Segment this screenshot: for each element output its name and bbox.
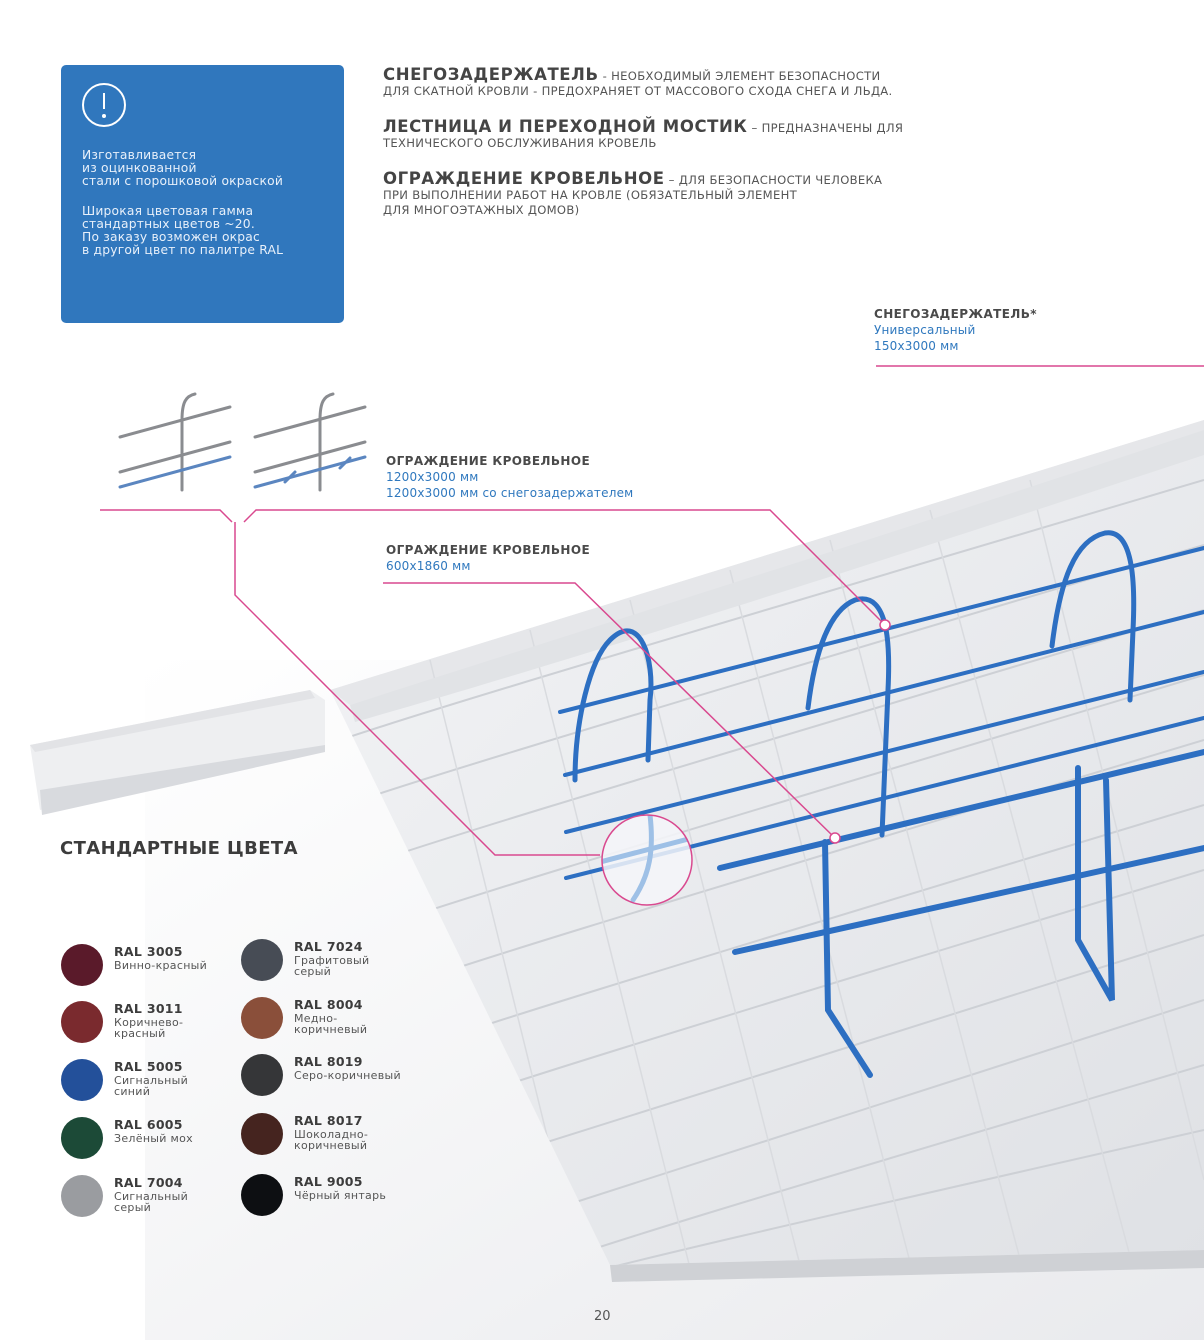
color-swatch-name: Серо-коричневый: [294, 1069, 401, 1082]
callout-fence-600: ОГРАЖДЕНИЕ КРОВЕЛЬНОЕ 600x1860 мм: [386, 543, 591, 573]
color-swatch-name: Сигнальный синий: [114, 1074, 189, 1098]
color-swatch-item: [61, 1001, 241, 1051]
heading-snow-guard: СНЕГОЗАДЕРЖАТЕЛЬ - НЕОБХОДИМЫЙ ЭЛЕМЕНТ БЕЗОПАСНОСТИ ДЛЯ СКАТНОЙ КРОВЛИ - ПРЕДОХРАНЯЕТ ОТ МАССОВОГО СХОДА СНЕГА И ЛЬДА.: [383, 65, 893, 98]
color-swatch-code: RAL 3005: [114, 944, 183, 959]
color-swatch-name: Графитовый серый: [294, 954, 370, 978]
color-swatch-name: Шоколадно- коричневый: [294, 1128, 369, 1152]
color-swatch-code: RAL 9005: [294, 1174, 363, 1189]
callout-fence-1200: ОГРАЖДЕНИЕ КРОВЕЛЬНОЕ 1200x3000 мм 1200x3000 мм со снегозадержателем: [386, 454, 634, 500]
color-swatch-item: [61, 1175, 241, 1225]
standard-colors-title: СТАНДАРТНЫЕ ЦВЕТА: [60, 838, 298, 859]
info-box: [61, 65, 344, 323]
color-swatch-code: RAL 5005: [114, 1059, 183, 1074]
color-swatch-name: Сигнальный серый: [114, 1190, 189, 1214]
color-swatch-code: RAL 8019: [294, 1054, 363, 1069]
color-swatch-dot: [241, 997, 283, 1039]
color-swatch-item: [241, 1174, 421, 1224]
color-swatch-code: RAL 6005: [114, 1117, 183, 1132]
color-swatch-dot: [241, 1113, 283, 1155]
info-text-colors: Широкая цветовая гамма стандартных цветов ~20. По заказу возможен окрас в другой цвет по палитре RAL: [82, 204, 284, 257]
color-swatch-item: [61, 1059, 241, 1109]
color-swatch-name: Медно- коричневый: [294, 1012, 368, 1036]
heading-ladder-bridge: ЛЕСТНИЦА И ПЕРЕХОДНОЙ МОСТИК – ПРЕДНАЗНАЧЕНЫ ДЛЯ ТЕХНИЧЕСКОГО ОБСЛУЖИВАНИЯ КРОВЕЛЬ: [383, 117, 904, 150]
color-swatch-item: [61, 944, 241, 994]
color-swatch-item: [241, 997, 421, 1047]
color-swatch-dot: [61, 1117, 103, 1159]
color-swatch-dot: [241, 1054, 283, 1096]
color-swatch-dot: [61, 1001, 103, 1043]
color-swatch-name: Винно-красный: [114, 959, 208, 972]
exclamation-icon: [82, 83, 126, 127]
color-swatch-code: RAL 3011: [114, 1001, 183, 1016]
color-swatch-code: RAL 8004: [294, 997, 363, 1012]
color-swatch-code: RAL 8017: [294, 1113, 363, 1128]
color-swatch-name: Коричнево- красный: [114, 1016, 184, 1040]
page-number: 20: [594, 1309, 611, 1324]
color-swatch-item: [61, 1117, 241, 1167]
color-swatch-dot: [241, 939, 283, 981]
color-swatch-code: RAL 7004: [114, 1175, 183, 1190]
color-swatch-dot: [241, 1174, 283, 1216]
color-swatch-code: RAL 7024: [294, 939, 363, 954]
callout-snow-guard: СНЕГОЗАДЕРЖАТЕЛЬ* Универсальный 150x3000 мм: [874, 307, 1037, 353]
color-swatch-name: Зелёный мох: [114, 1132, 193, 1145]
fence-product-thumbnails: [120, 394, 365, 490]
color-swatch-dot: [61, 944, 103, 986]
color-swatch-item: [241, 1113, 421, 1163]
color-swatch-dot: [61, 1059, 103, 1101]
heading-roof-fence: ОГРАЖДЕНИЕ КРОВЕЛЬНОЕ – ДЛЯ БЕЗОПАСНОСТИ ЧЕЛОВЕКА ПРИ ВЫПОЛНЕНИИ РАБОТ НА КРОВЛЕ (ОБЯЗАТЕЛЬНЫЙ ЭЛЕМЕНТ ДЛЯ МНОГОЭТАЖНЫХ ДОМОВ): [383, 169, 883, 217]
color-swatch-name: Чёрный янтарь: [294, 1189, 387, 1202]
color-swatch-item: [241, 1054, 421, 1104]
color-swatch-item: [241, 939, 421, 989]
color-swatch-dot: [61, 1175, 103, 1217]
info-text-material: Изготавливается из оцинкованной стали с порошковой окраской: [82, 148, 284, 188]
